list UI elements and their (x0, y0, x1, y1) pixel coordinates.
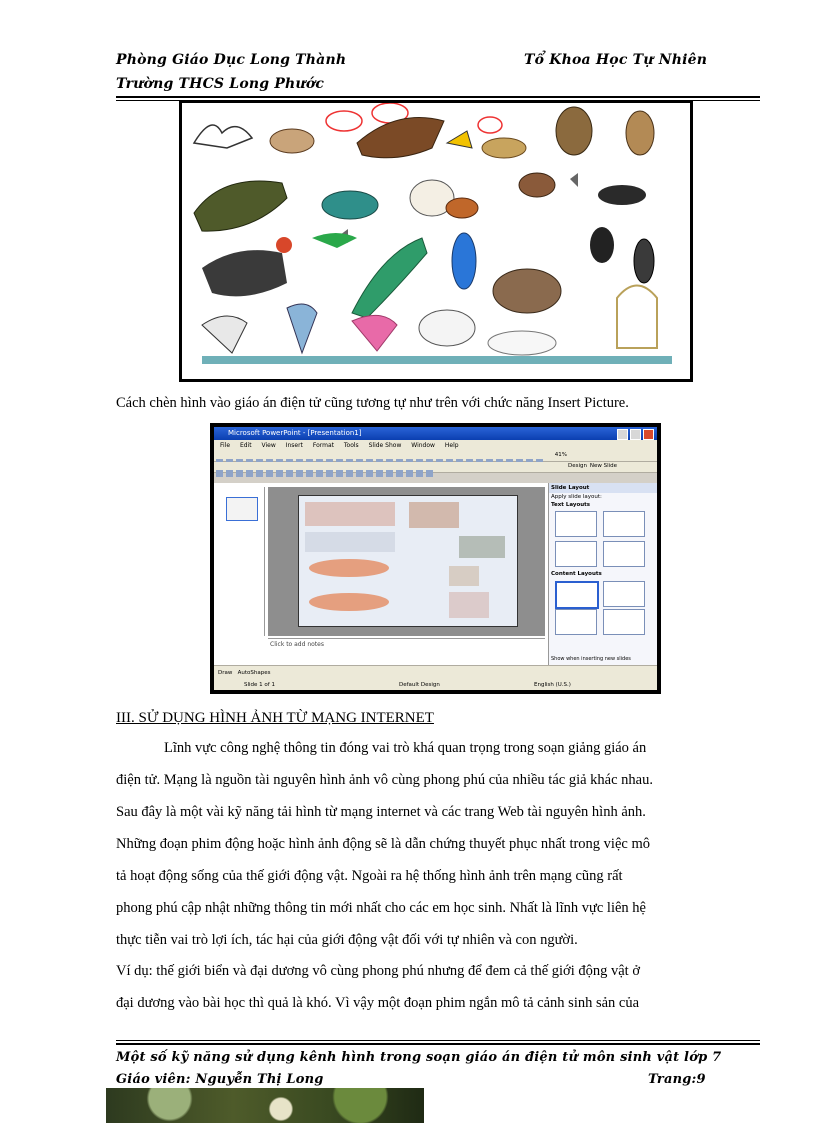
fish-anatomy-image (309, 593, 389, 611)
slide-stage (268, 487, 545, 636)
menu-tools: Tools (343, 442, 359, 449)
menu-edit: Edit (239, 442, 252, 449)
footer-teacher: Giáo viên: Nguyễn Thị Long (116, 1072, 324, 1087)
footer-decorative-photo (106, 1088, 424, 1123)
ppt-menubar (214, 440, 657, 451)
woodpecker-icon (634, 239, 654, 283)
show-layout-checkbox-label: Show when inserting new slides (551, 656, 631, 662)
turkey-icon (202, 250, 287, 296)
maximize-icon (630, 429, 641, 440)
header-rule-thick (116, 96, 760, 98)
window-buttons (617, 429, 654, 440)
menu-help: Help (444, 442, 459, 449)
drawing-toolbar (214, 665, 657, 680)
anatomy-image (305, 502, 395, 526)
zoom-level: 41% (554, 452, 567, 458)
header-school-name: Trường THCS Long Phước (116, 76, 325, 92)
design-button: Design (568, 463, 587, 469)
fish-anatomy-image (309, 559, 389, 577)
egret-icon (419, 310, 475, 346)
section-title: III. SỬ DỤNG HÌNH ẢNH TỪ MẠNG INTERNET (116, 710, 434, 726)
anatomy-image (449, 566, 479, 586)
macaw-icon (452, 233, 476, 289)
ostrich-icon (493, 269, 561, 313)
status-design: Default Design (399, 682, 440, 688)
anatomy-image (409, 502, 459, 528)
ppt-statusbar (214, 680, 657, 690)
hen-icon (446, 198, 478, 218)
paragraph-line: Sau đây là một vài kỹ năng tải hình từ mạng internet và các trang Web tài nguyên hình ảnh. (116, 804, 646, 820)
paragraph-line: đại dương vào bài học thì quả là khó. Vì vậy một đoạn phim ngắn mô tả cảnh sinh sản của (116, 995, 640, 1011)
birds-illustration (182, 103, 690, 379)
paragraph-line: Lĩnh vực công nghệ thông tin đóng vai trò khá quan trọng trong soạn giảng giáo án (164, 740, 647, 756)
notes-pane (268, 638, 545, 660)
callout-bubble (326, 111, 362, 131)
layout-thumbnail (603, 581, 645, 607)
close-icon (643, 429, 654, 440)
layout-thumbnail (603, 609, 645, 635)
menu-view: View (261, 442, 276, 449)
notes-placeholder: Click to add notes (270, 641, 324, 648)
bird-feet-icon (447, 131, 472, 148)
ppt-titlebar (214, 427, 657, 440)
peacock-icon (352, 238, 427, 318)
slide-thumbnail (226, 497, 258, 521)
draw-menu: Draw (218, 670, 233, 676)
sparrow-icon (519, 173, 555, 197)
paragraph-line: thực tiễn vai trò lợi ích, tác hại của giới động vật đối với tự nhiên và con người. (116, 932, 578, 948)
paragraph-line: phong phú cập nhật những thông tin mới nhất cho các em học sinh. Nhất là lĩnh vực liên hệ (116, 900, 646, 916)
menu-file: File (220, 442, 231, 449)
anatomy-image (305, 532, 395, 552)
birdcage-icon (617, 286, 657, 349)
water-ground-strip (202, 356, 672, 364)
anatomy-image (449, 592, 489, 618)
birds-figure (179, 100, 693, 382)
falcon-icon (270, 129, 314, 153)
apply-layout-label: Apply slide layout: (551, 494, 602, 500)
turkey-head (276, 237, 292, 253)
layout-thumbnail (555, 511, 597, 537)
header-school-office: Phòng Giáo Dục Long Thành (116, 52, 347, 68)
powerpoint-screenshot (210, 423, 661, 694)
slide-layout-taskpane (548, 483, 657, 666)
nest-icon (482, 138, 526, 158)
content-layouts-label: Content Layouts (551, 571, 602, 577)
ppt-standard-toolbar (214, 451, 657, 462)
callout-bubble (478, 117, 502, 133)
footer-document-title: Một số kỹ năng sử dụng kênh hình trong soạn giáo án điện tử môn sinh vật lớp 7 (116, 1050, 722, 1065)
ppt-formatting-toolbar (214, 462, 657, 473)
body-paragraph (116, 740, 758, 1040)
autoshapes-menu: AutoShapes (237, 670, 271, 676)
owl-icon (556, 107, 592, 155)
layout-thumbnail-selected (555, 581, 599, 609)
paragraph-line: Những đoạn phim động hoặc hình ảnh động sẽ là dẫn chứng thuyết phục nhất trong việc mô (116, 836, 650, 852)
minimize-icon (617, 429, 628, 440)
slide-picture (299, 496, 517, 626)
speaker-icon (570, 173, 578, 187)
duck-icon (322, 191, 378, 219)
paragraph-line: tả hoạt động sống của thế giới động vật. Ngoài ra hệ thống hình ảnh trên mạng cũng rất (116, 868, 623, 884)
footer-page-number: Trang:9 (648, 1072, 706, 1087)
crow-icon (598, 185, 646, 205)
layout-thumbnail (603, 541, 645, 567)
menu-format: Format (312, 442, 334, 449)
layout-thumbnail (555, 609, 597, 635)
paragraph-line: Ví dụ: thế giới biển và đại dương vô cùng phong phú nhưng để đem cả thế giới động vật ở (116, 963, 640, 979)
menu-window: Window (411, 442, 435, 449)
eagle-icon (357, 117, 444, 157)
layout-thumbnail (555, 541, 597, 567)
anatomy-image (459, 536, 505, 558)
text-layouts-label: Text Layouts (551, 502, 591, 508)
swan-icon (488, 331, 556, 355)
flamingo-icon (352, 315, 397, 351)
ppt-workspace (214, 483, 657, 666)
status-language: English (U.S.) (534, 682, 571, 688)
owl-icon (626, 111, 654, 155)
stork-icon (202, 316, 247, 353)
new-slide-button: New Slide (589, 463, 617, 469)
taskpane-title: Slide Layout (549, 483, 657, 493)
dove-icon (194, 125, 252, 148)
penguin-icon (590, 227, 614, 263)
menu-insert: Insert (285, 442, 303, 449)
menu-slideshow: Slide Show (368, 442, 402, 449)
footer-rule-thick (116, 1043, 760, 1045)
paragraph-line: điện tử. Mạng là nguồn tài nguyên hình ảnh vô cùng phong phú của nhiều tác giả khác nhau. (116, 772, 653, 788)
header-department: Tổ Khoa Học Tự Nhiên (524, 52, 708, 68)
crane-icon (287, 304, 317, 353)
slide-canvas (298, 495, 518, 627)
slide-thumbnails (218, 487, 265, 636)
figure-caption: Cách chèn hình vào giáo án điện tử cũng tương tự như trên với chức năng Insert Picture. (116, 395, 629, 411)
vulture-icon (194, 181, 287, 231)
ppt-window-title: Microsoft PowerPoint - [Presentation1] (228, 429, 362, 437)
status-slide-count: Slide 1 of 1 (244, 682, 275, 688)
parakeet-icon (312, 233, 357, 248)
footer-rule-thin (116, 1040, 760, 1041)
layout-thumbnail (603, 511, 645, 537)
